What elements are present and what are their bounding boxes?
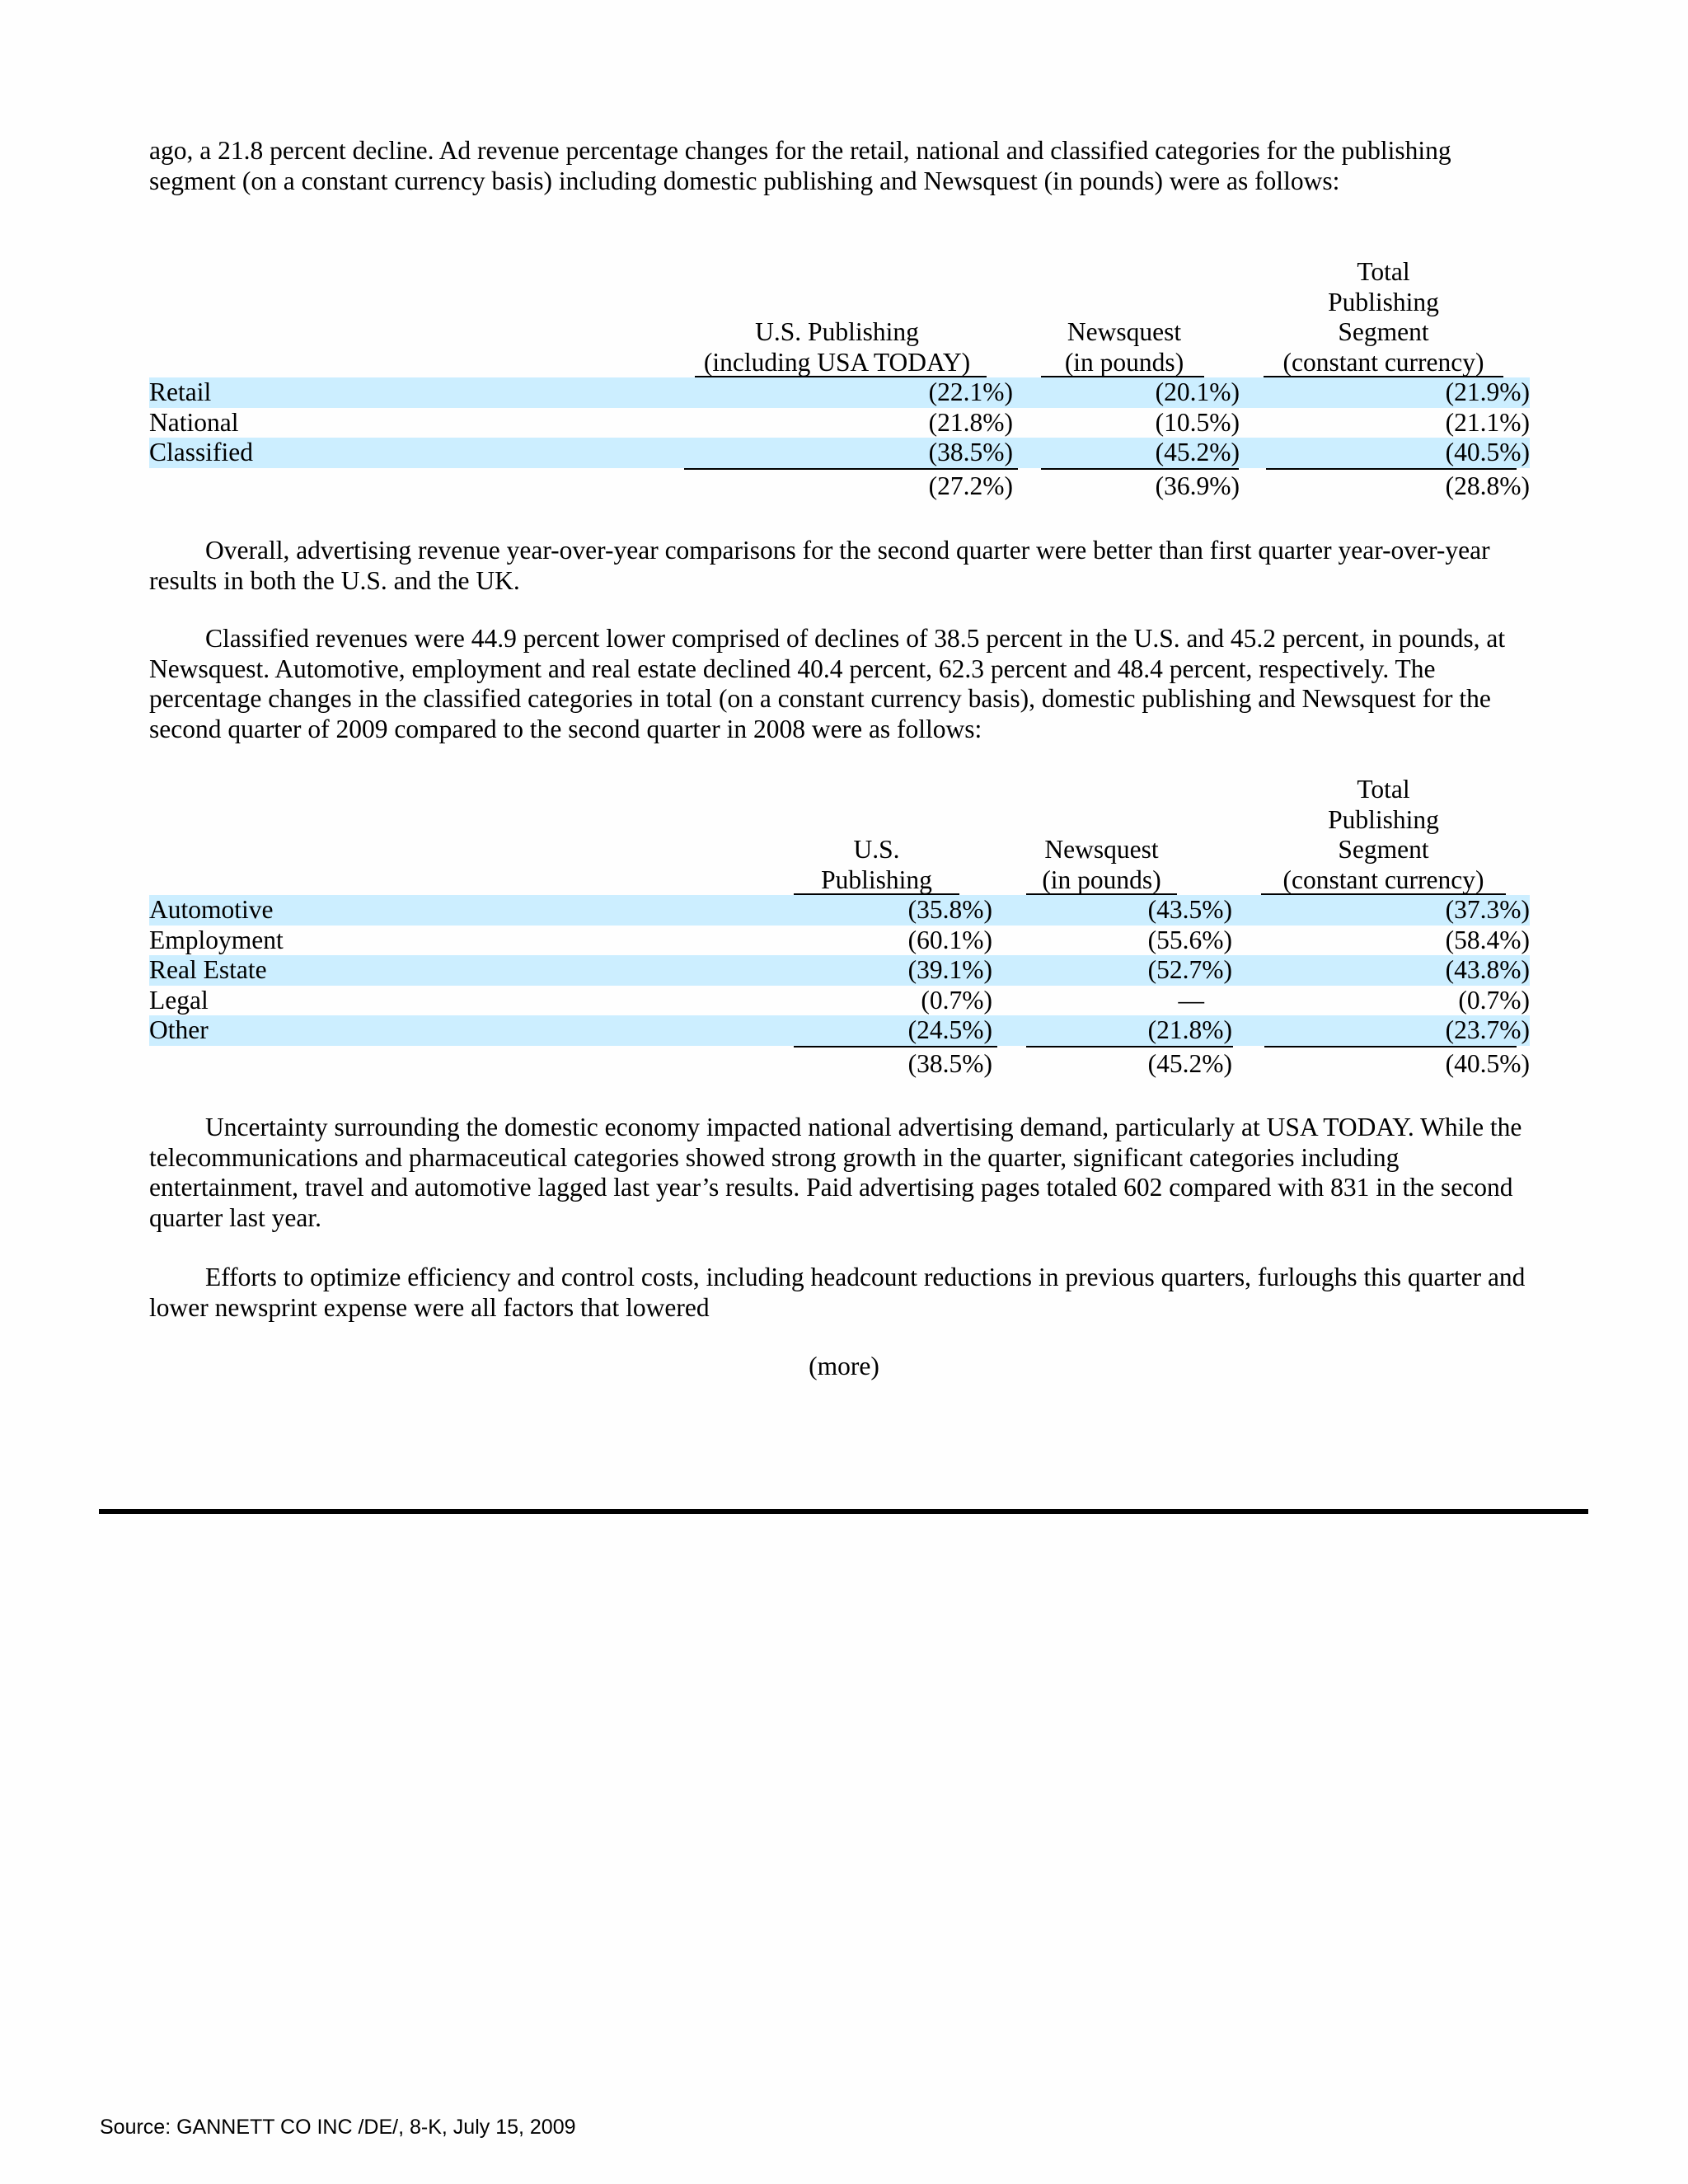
header-newsquest: Newsquest (in pounds)	[1026, 835, 1177, 895]
header-total-publishing: Total Publishing Segment (constant currency)	[1261, 775, 1506, 895]
total-total: (28.8%)	[1445, 471, 1530, 500]
row-label: Classified	[149, 438, 253, 466]
total-us: (27.2%)	[928, 471, 1013, 500]
cell-total: (43.8%)	[1445, 955, 1530, 984]
cell-total: (21.1%)	[1445, 407, 1530, 437]
table-row	[149, 408, 1530, 438]
paragraph-uncertainty: Uncertainty surrounding the domestic economy impacted national advertising demand, particularly at USA TODAY. While the telecommunications and pharmaceutical categories showed strong growth in the quarter, significant categories including entertainment, travel and automotive lagged last year’s results. Paid advertising pages totaled 602 compared with 831 in the second quarter last year.	[149, 1113, 1522, 1232]
table-row	[149, 986, 1530, 1016]
row-label: Legal	[149, 985, 209, 1015]
cell-us: (38.5%)	[928, 438, 1013, 466]
row-label: National	[149, 407, 239, 437]
classified-table	[149, 775, 1530, 1079]
table-row	[149, 926, 1530, 956]
page-divider	[99, 1509, 1588, 1514]
intro-paragraph: ago, a 21.8 percent decline. Ad revenue percentage changes for the retail, national and classified categories for the publishing segment (on a constant currency basis) including domestic publishing and Newsquest (in pounds) were as follows:	[149, 136, 1451, 195]
row-label: Retail	[149, 377, 212, 406]
table-header	[149, 257, 1530, 377]
cell-newsquest: (21.8%)	[1147, 1015, 1232, 1044]
row-label: Real Estate	[149, 955, 267, 984]
cell-total: (0.7%)	[1458, 985, 1530, 1015]
cell-us: (21.8%)	[928, 407, 1013, 437]
cell-newsquest: (55.6%)	[1147, 925, 1232, 954]
table-row	[149, 1015, 1530, 1046]
total-newsquest: (36.9%)	[1155, 471, 1240, 500]
row-label: Employment	[149, 925, 284, 954]
row-label: Other	[149, 1015, 209, 1044]
table-total-row	[149, 1046, 1530, 1079]
cell-newsquest: (43.5%)	[1147, 895, 1232, 924]
cell-us: (39.1%)	[907, 955, 992, 984]
row-label: Automotive	[149, 895, 274, 924]
paragraph-overall: Overall, advertising revenue year-over-year comparisons for the second quarter were better than first quarter year-over-year results in both the U.S. and the UK.	[149, 536, 1490, 595]
table-header	[149, 775, 1530, 895]
header-newsquest: Newsquest (in pounds)	[1038, 317, 1211, 377]
cell-newsquest: (52.7%)	[1147, 955, 1232, 984]
cell-total: (37.3%)	[1445, 895, 1530, 924]
total-total: (40.5%)	[1445, 1048, 1530, 1078]
header-total-publishing: Total Publishing Segment (constant currency)	[1261, 257, 1506, 377]
table-row	[149, 438, 1530, 468]
table-row	[149, 895, 1530, 926]
cell-total: (23.7%)	[1445, 1015, 1530, 1044]
table-total-row	[149, 468, 1530, 501]
cell-us: (35.8%)	[907, 895, 992, 924]
cell-total: (58.4%)	[1445, 925, 1530, 954]
cell-total: (21.9%)	[1445, 377, 1530, 406]
cell-us: (0.7%)	[921, 985, 992, 1015]
more-label: (more)	[809, 1352, 879, 1380]
paragraph-efforts: Efforts to optimize efficiency and control costs, including headcount reductions in previous quarters, furloughs this quarter and lower newsprint expense were all factors that lowered	[149, 1263, 1526, 1322]
total-newsquest: (45.2%)	[1147, 1048, 1232, 1078]
header-us-publishing: U.S. Publishing (including USA TODAY)	[684, 317, 990, 377]
total-us: (38.5%)	[907, 1048, 992, 1078]
cell-newsquest: (45.2%)	[1155, 438, 1240, 466]
table-row	[149, 955, 1530, 986]
cell-newsquest: (20.1%)	[1155, 377, 1240, 406]
table-row	[149, 377, 1530, 408]
cell-us: (24.5%)	[907, 1015, 992, 1044]
cell-us: (22.1%)	[928, 377, 1013, 406]
cell-us: (60.1%)	[907, 925, 992, 954]
cell-total: (40.5%)	[1445, 438, 1530, 466]
cell-newsquest: (10.5%)	[1155, 407, 1240, 437]
paragraph-classified: Classified revenues were 44.9 percent lower comprised of declines of 38.5 percent in the U.S. and 45.2 percent, in pounds, at Newsquest. Automotive, employment and real estate declined 40.4 percent, 62.3 percent and 48.4 percent, respectively. The percentage changes in the classified categories in total (on a constant currency basis), domestic publishing and Newsquest for the second quarter of 2009 compared to the second quarter in 2008 were as follows:	[149, 624, 1506, 743]
source-line: Source: GANNETT CO INC /DE/, 8-K, July 15, 2009	[100, 2116, 576, 2139]
header-us-publishing: U.S. Publishing	[794, 835, 959, 895]
ad-revenue-table	[149, 257, 1530, 501]
cell-newsquest: —	[1178, 985, 1204, 1015]
